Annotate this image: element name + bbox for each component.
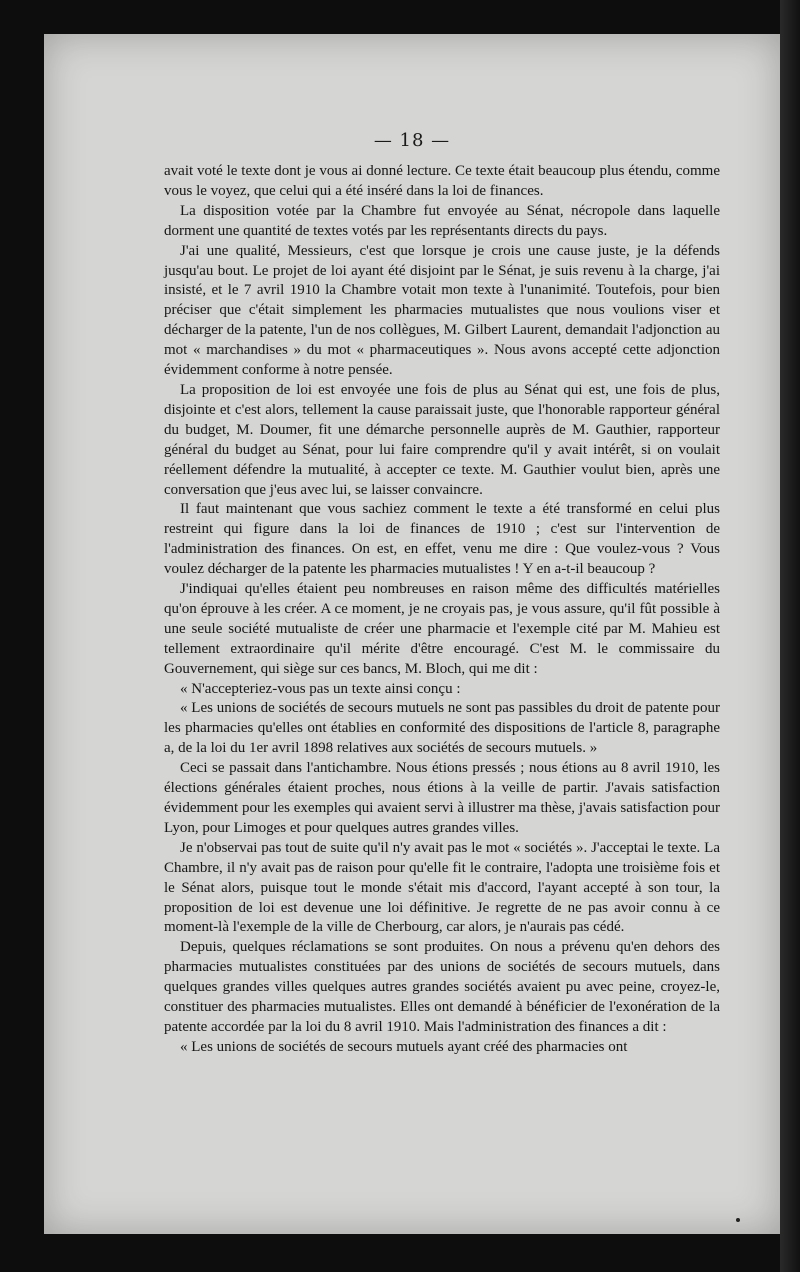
paragraph: Depuis, quelques réclamations se sont produites. On nous a prévenu qu'en dehors des pharmacies mutualistes constituées par des unions de sociétés de secours mutuels, dans quelques grandes villes quelques autres grandes sociétés avaient pu avec peine, croyez-le, constituer des pharmacies mutualistes. Elles ont demandé à bénéficier de l'exonération de la patente accordée par la loi du 8 avril 1910. Mais l'administration des finances a dit : <box>164 939 720 1035</box>
paragraph: « Les unions de sociétés de secours mutuels ne sont pas passibles du droit de patente pour les pharmacies qu'elles ont établies en conformité des dispositions de l'article 8, paragraphe a, de la loi du 1er avril 1898 relatives aux sociétés de secours mutuels. » <box>164 700 720 757</box>
paragraph: Il faut maintenant que vous sachiez comment le texte a été transformé en celui plus restreint qui figure dans la loi de finances de 1910 ; c'est sur l'intervention de l'administration des finances. On est, en effet, venu me dire : Que voulez-vous ? Vous voulez décharger de la patente les pharmacies mutualistes ! Y en a-t-il beaucoup ? <box>164 501 720 578</box>
paragraph: « Les unions de sociétés de secours mutuels ayant créé des pharmacies ont <box>180 1038 628 1055</box>
paragraph: « N'accepteriez-vous pas un texte ainsi conçu : <box>180 680 461 697</box>
paragraph: J'indiquai qu'elles étaient peu nombreuses en raison même des difficultés matérielles qu'on éprouve à les créer. A ce moment, je ne croyais pas, je vous assure, qu'il fût possible à une seule société mutualiste de créer une pharmacie et l'exemple cité par M. Mahieu est tellement extraordinaire qu'il mérite d'être encouragé. C'est M. le commissaire du Gouvernement, qui siège sur ces bancs, M. Bloch, qui me dit : <box>164 581 720 677</box>
paragraph: Ceci se passait dans l'antichambre. Nous étions pressés ; nous étions au 8 avril 1910, les élections générales étaient proches, nous étions à la veille de partir. J'avais satisfaction évidemment pour les exemples qui avaient servi à illustrer ma thèse, j'avais satisfaction pour Lyon, pour Limoges et pour quelques autres grandes villes. <box>164 760 720 836</box>
page-number: — 18 — <box>373 130 451 151</box>
paragraph: Je n'observai pas tout de suite qu'il n'y avait pas le mot « sociétés ». J'acceptai le texte. La Chambre, il n'y avait pas de raison pour qu'elle fit le contraire, l'adopta une troisième fois et le Sénat alors, puisque tout le monde s'était mis d'accord, l'ayant accepté à son tour, la proposition de loi est devenue une loi définitive. Je regrette de ne pas avoir connu à ce moment-là l'exemple de la ville de Cherbourg, car alors, je n'aurais pas cédé. <box>164 839 720 936</box>
paragraph: J'ai une qualité, Messieurs, c'est que lorsque je crois une cause juste, je la défends jusqu'au bout. Le projet de loi ayant été disjoint par le Sénat, je suis revenu à la charge, j'ai insisté, et le 7 avril 1910 la Chambre votait mon texte à l'unanimité. Toutefois, pour bien préciser que c'était simplement les pharmacies mutualistes que nous voulions viser et décharger de la patente, l'un de nos collègues, M. Gilbert Laurent, demandait l'adjonction au mot « marchandises » du mot « pharmaceutiques ». Nous avons accepté cette adjonction évidemment conforme à notre pensée. <box>164 242 720 379</box>
paragraph: La proposition de loi est envoyée une fois de plus au Sénat qui est, une fois de plus, disjointe et c'est alors, tellement la cause paraissait juste, que l'honorable rapporteur général du budget, M. Doumer, fit une démarche personnelle auprès de M. Gauthier, rapporteur général du budget au Sénat, pour lui faire comprendre qu'il y avait intérêt, si on voulait réellement défendre la mutualité, à accepter ce texte. M. Gauthier voulut bien, après une conversation que j'eus avec lui, se laisser convaincre. <box>164 381 720 498</box>
binding-edge <box>780 0 800 1272</box>
paragraph: avait voté le texte dont je vous ai donné lecture. Ce texte était beaucoup plus étendu, comme vous le voyez, que celui qui a été inséré dans la loi de finances. <box>164 163 720 199</box>
scanned-page <box>44 34 780 1234</box>
body-text <box>164 162 720 1058</box>
paragraph: La disposition votée par la Chambre fut envoyée au Sénat, nécropole dans laquelle dorment une quantité de textes votés par les représentants directs du pays. <box>164 202 720 239</box>
ink-speck <box>736 1218 740 1222</box>
